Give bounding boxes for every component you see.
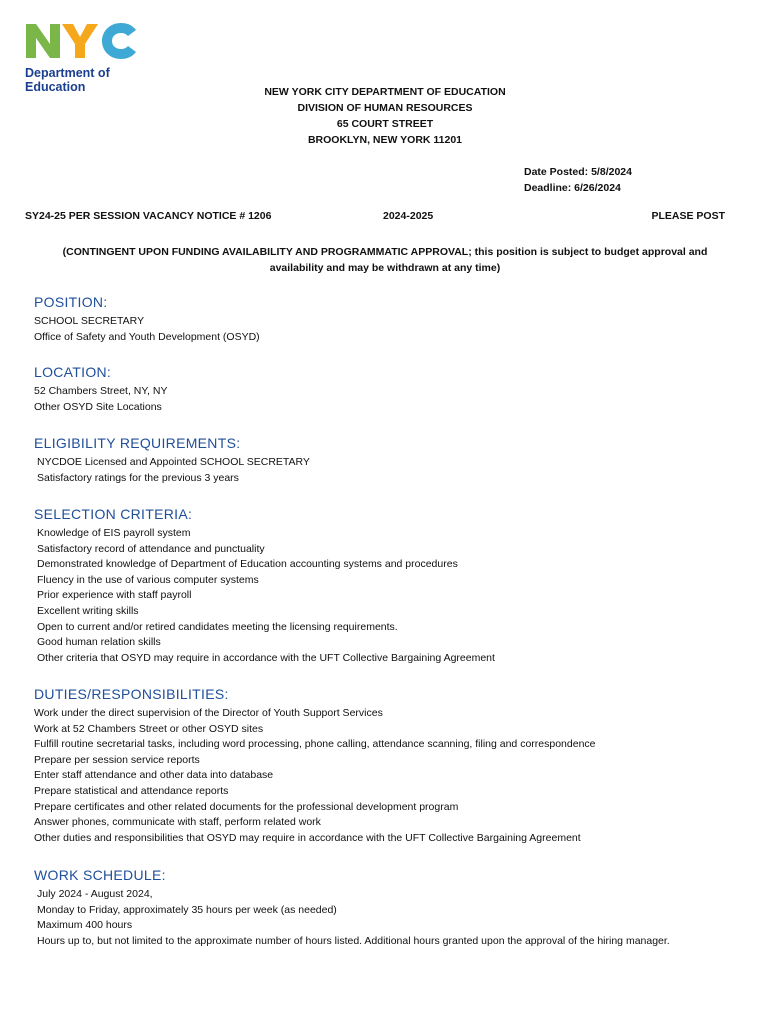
letterhead-line-3: 65 COURT STREET [336, 118, 434, 130]
section-line: Hours up to, but not limited to the approximate number of hours listed. Additional hours granted upon the approval of the hiring manager. [37, 934, 670, 947]
date-posted: Date Posted: 5/8/2024 [524, 166, 632, 178]
section-line: Prepare per session service reports [34, 753, 200, 766]
logo-letter-n [26, 24, 60, 58]
department-line-1: Department of [25, 66, 110, 80]
section-line: Fulfill routine secretarial tasks, including word processing, phone calling, attendance scanning, filing and correspondence [34, 738, 596, 751]
section-line: Monday to Friday, approximately 35 hours per week (as needed) [37, 903, 337, 916]
deadline: Deadline: 6/26/2024 [524, 182, 621, 194]
section-title: DUTIES/RESPONSIBILITIES: [34, 686, 229, 702]
section-title: ELIGIBILITY REQUIREMENTS: [34, 435, 241, 451]
logo-letter-y [62, 24, 98, 58]
section-line: SCHOOL SECRETARY [34, 315, 145, 327]
logo-letter-c [102, 23, 136, 59]
section-title: LOCATION: [34, 364, 112, 380]
section-line: Fluency in the use of various computer systems [37, 573, 259, 586]
section-location [34, 363, 734, 415]
section-line: July 2024 - August 2024, [37, 888, 153, 900]
section-line: Maximum 400 hours [37, 919, 133, 932]
section-line: Work at 52 Chambers Street or other OSYD sites [34, 722, 264, 735]
letterhead-line-4: BROOKLYN, NEW YORK 11201 [307, 134, 463, 146]
section-work-schedule [34, 866, 734, 949]
contingent-notice: (CONTINGENT UPON FUNDING AVAILABILITY AND PROGRAMMATIC APPROVAL; this position is subject to budget approval and availability and may be withdrawn at any time) [62, 246, 708, 274]
section-line: Other criteria that OSYD may require in accordance with the UFT Collective Bargaining Agreement [37, 651, 495, 664]
letterhead [0, 84, 770, 148]
section-title: POSITION: [34, 294, 108, 310]
section-line: NYCDOE Licensed and Appointed SCHOOL SECRETARY [37, 456, 310, 468]
letterhead-line-1: NEW YORK CITY DEPARTMENT OF EDUCATION [264, 86, 506, 98]
section-line: Enter staff attendance and other data into database [34, 769, 274, 782]
section-position [34, 293, 734, 345]
section-line: Prepare certificates and other related documents for the professional development program [34, 800, 459, 813]
section-line: Excellent writing skills [37, 604, 139, 617]
notice-number: SY24-25 PER SESSION VACANCY NOTICE # 1206 [25, 210, 272, 222]
section-line: Prepare statistical and attendance reports [34, 784, 229, 797]
notice-row [25, 210, 725, 226]
notice-year: 2024-2025 [383, 210, 434, 222]
nyc-logo-mark [24, 20, 144, 60]
section-line: Satisfactory record of attendance and punctuality [37, 542, 265, 555]
section-line: Office of Safety and Youth Development (OSYD) [34, 330, 260, 343]
section-eligibility [34, 434, 734, 486]
please-post: PLEASE POST [651, 210, 725, 222]
section-line: Answer phones, communicate with staff, perform related work [34, 816, 321, 829]
section-selection-criteria [34, 505, 734, 666]
department-line-2: Education [25, 80, 86, 94]
section-line: Work under the direct supervision of the Director of Youth Support Services [34, 707, 383, 719]
section-title: WORK SCHEDULE: [34, 867, 166, 883]
section-line: Open to current and/or retired candidates meeting the licensing requirements. [37, 620, 398, 633]
section-line: Knowledge of EIS payroll system [37, 527, 191, 539]
section-line: Good human relation skills [37, 636, 161, 649]
section-line: Demonstrated knowledge of Department of Education accounting systems and procedures [37, 558, 458, 571]
section-title: SELECTION CRITERIA: [34, 506, 193, 522]
section-line: Satisfactory ratings for the previous 3 years [37, 471, 239, 484]
dates-block [524, 164, 632, 196]
section-line: 52 Chambers Street, NY, NY [34, 385, 168, 397]
section-line: Prior experience with staff payroll [37, 589, 192, 602]
section-line: Other OSYD Site Locations [34, 400, 162, 413]
letterhead-line-2: DIVISION OF HUMAN RESOURCES [297, 102, 473, 114]
section-line: Other duties and responsibilities that OSYD may require in accordance with the UFT Collective Bargaining Agreement [34, 831, 581, 844]
section-duties [34, 685, 734, 846]
